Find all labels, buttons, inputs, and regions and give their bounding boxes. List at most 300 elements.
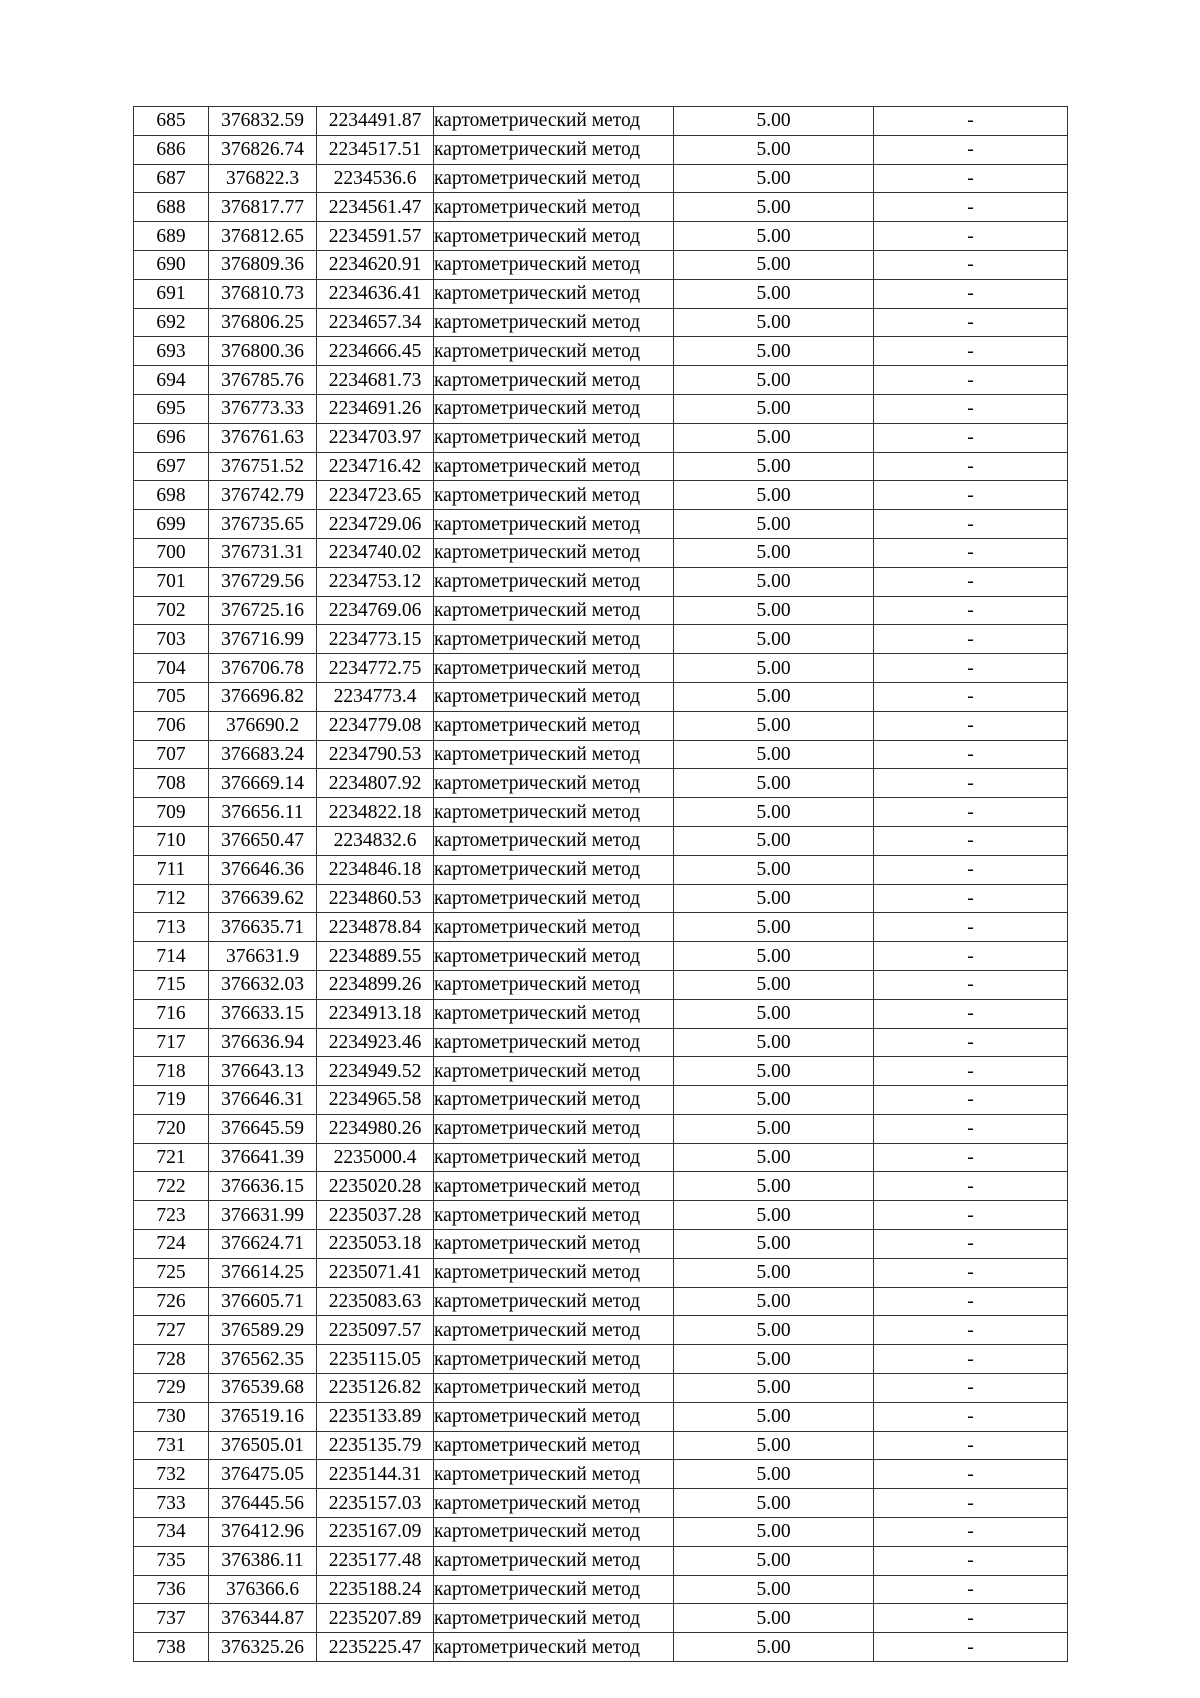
y-coordinate-cell: 2234703.97 [317,423,434,452]
note-cell: - [874,1230,1068,1259]
accuracy-cell: 5.00 [674,1201,874,1230]
point-number-cell: 700 [134,538,209,567]
x-coordinate-cell: 376643.13 [209,1057,317,1086]
y-coordinate-cell: 2235000.4 [317,1143,434,1172]
x-coordinate-cell: 376562.35 [209,1345,317,1374]
table-row [134,1489,1068,1518]
point-number-cell: 687 [134,164,209,193]
note-cell: - [874,1374,1068,1403]
note-cell: - [874,596,1068,625]
x-coordinate-cell: 376735.65 [209,510,317,539]
note-cell: - [874,798,1068,827]
point-number-cell: 718 [134,1057,209,1086]
accuracy-cell: 5.00 [674,567,874,596]
accuracy-cell: 5.00 [674,1230,874,1259]
table-row [134,1201,1068,1230]
table-row [134,625,1068,654]
note-cell: - [874,970,1068,999]
table-row [134,1604,1068,1633]
y-coordinate-cell: 2235037.28 [317,1201,434,1230]
y-coordinate-cell: 2235133.89 [317,1402,434,1431]
point-number-cell: 694 [134,366,209,395]
table-row [134,1374,1068,1403]
note-cell: - [874,481,1068,510]
point-number-cell: 731 [134,1431,209,1460]
x-coordinate-cell: 376810.73 [209,279,317,308]
point-number-cell: 737 [134,1604,209,1633]
method-cell: картометрический метод [434,1489,674,1518]
y-coordinate-cell: 2234772.75 [317,654,434,683]
method-cell: картометрический метод [434,510,674,539]
table-row [134,1633,1068,1662]
accuracy-cell: 5.00 [674,769,874,798]
x-coordinate-cell: 376742.79 [209,481,317,510]
x-coordinate-cell: 376445.56 [209,1489,317,1518]
note-cell: - [874,625,1068,654]
x-coordinate-cell: 376366.6 [209,1575,317,1604]
x-coordinate-cell: 376812.65 [209,222,317,251]
y-coordinate-cell: 2235157.03 [317,1489,434,1518]
table-row [134,1230,1068,1259]
y-coordinate-cell: 2234980.26 [317,1114,434,1143]
coordinates-table [133,106,1068,1662]
accuracy-cell: 5.00 [674,1633,874,1662]
accuracy-cell: 5.00 [674,1489,874,1518]
x-coordinate-cell: 376826.74 [209,135,317,164]
point-number-cell: 702 [134,596,209,625]
note-cell: - [874,567,1068,596]
note-cell: - [874,337,1068,366]
x-coordinate-cell: 376344.87 [209,1604,317,1633]
note-cell: - [874,1316,1068,1345]
y-coordinate-cell: 2234860.53 [317,884,434,913]
x-coordinate-cell: 376832.59 [209,107,317,136]
y-coordinate-cell: 2235097.57 [317,1316,434,1345]
y-coordinate-cell: 2234620.91 [317,250,434,279]
method-cell: картометрический метод [434,1575,674,1604]
note-cell: - [874,1028,1068,1057]
x-coordinate-cell: 376683.24 [209,740,317,769]
x-coordinate-cell: 376725.16 [209,596,317,625]
table-row [134,107,1068,136]
point-number-cell: 738 [134,1633,209,1662]
x-coordinate-cell: 376716.99 [209,625,317,654]
point-number-cell: 685 [134,107,209,136]
x-coordinate-cell: 376809.36 [209,250,317,279]
point-number-cell: 735 [134,1546,209,1575]
accuracy-cell: 5.00 [674,1028,874,1057]
method-cell: картометрический метод [434,1201,674,1230]
method-cell: картометрический метод [434,1633,674,1662]
table-row [134,164,1068,193]
point-number-cell: 695 [134,394,209,423]
x-coordinate-cell: 376656.11 [209,798,317,827]
point-number-cell: 713 [134,913,209,942]
accuracy-cell: 5.00 [674,596,874,625]
table-row [134,913,1068,942]
accuracy-cell: 5.00 [674,164,874,193]
y-coordinate-cell: 2235115.05 [317,1345,434,1374]
accuracy-cell: 5.00 [674,222,874,251]
table-row [134,1086,1068,1115]
y-coordinate-cell: 2234657.34 [317,308,434,337]
accuracy-cell: 5.00 [674,1172,874,1201]
note-cell: - [874,135,1068,164]
x-coordinate-cell: 376731.31 [209,538,317,567]
y-coordinate-cell: 2234561.47 [317,193,434,222]
accuracy-cell: 5.00 [674,855,874,884]
accuracy-cell: 5.00 [674,423,874,452]
note-cell: - [874,222,1068,251]
method-cell: картометрический метод [434,481,674,510]
note-cell: - [874,654,1068,683]
x-coordinate-cell: 376631.99 [209,1201,317,1230]
table-row [134,423,1068,452]
method-cell: картометрический метод [434,682,674,711]
note-cell: - [874,913,1068,942]
x-coordinate-cell: 376806.25 [209,308,317,337]
y-coordinate-cell: 2234889.55 [317,942,434,971]
point-number-cell: 710 [134,826,209,855]
point-number-cell: 698 [134,481,209,510]
note-cell: - [874,1604,1068,1633]
method-cell: картометрический метод [434,1518,674,1547]
point-number-cell: 711 [134,855,209,884]
y-coordinate-cell: 2234779.08 [317,711,434,740]
y-coordinate-cell: 2235188.24 [317,1575,434,1604]
note-cell: - [874,1460,1068,1489]
note-cell: - [874,1431,1068,1460]
accuracy-cell: 5.00 [674,1575,874,1604]
method-cell: картометрический метод [434,308,674,337]
accuracy-cell: 5.00 [674,452,874,481]
method-cell: картометрический метод [434,884,674,913]
accuracy-cell: 5.00 [674,711,874,740]
y-coordinate-cell: 2235207.89 [317,1604,434,1633]
method-cell: картометрический метод [434,366,674,395]
y-coordinate-cell: 2234591.57 [317,222,434,251]
table-row [134,884,1068,913]
note-cell: - [874,740,1068,769]
point-number-cell: 722 [134,1172,209,1201]
table-row [134,135,1068,164]
y-coordinate-cell: 2235167.09 [317,1518,434,1547]
accuracy-cell: 5.00 [674,1460,874,1489]
table-row [134,1431,1068,1460]
note-cell: - [874,308,1068,337]
y-coordinate-cell: 2234536.6 [317,164,434,193]
x-coordinate-cell: 376505.01 [209,1431,317,1460]
x-coordinate-cell: 376475.05 [209,1460,317,1489]
x-coordinate-cell: 376646.36 [209,855,317,884]
method-cell: картометрический метод [434,855,674,884]
point-number-cell: 692 [134,308,209,337]
accuracy-cell: 5.00 [674,538,874,567]
x-coordinate-cell: 376614.25 [209,1258,317,1287]
method-cell: картометрический метод [434,193,674,222]
point-number-cell: 688 [134,193,209,222]
point-number-cell: 717 [134,1028,209,1057]
note-cell: - [874,1086,1068,1115]
accuracy-cell: 5.00 [674,1086,874,1115]
method-cell: картометрический метод [434,567,674,596]
table-row [134,999,1068,1028]
x-coordinate-cell: 376817.77 [209,193,317,222]
table-row [134,1345,1068,1374]
x-coordinate-cell: 376539.68 [209,1374,317,1403]
y-coordinate-cell: 2234636.41 [317,279,434,308]
note-cell: - [874,1518,1068,1547]
accuracy-cell: 5.00 [674,1143,874,1172]
table-row [134,970,1068,999]
method-cell: картометрический метод [434,250,674,279]
accuracy-cell: 5.00 [674,913,874,942]
point-number-cell: 730 [134,1402,209,1431]
y-coordinate-cell: 2234773.15 [317,625,434,654]
note-cell: - [874,1633,1068,1662]
y-coordinate-cell: 2234491.87 [317,107,434,136]
table-row [134,1316,1068,1345]
accuracy-cell: 5.00 [674,1287,874,1316]
table-row [134,798,1068,827]
point-number-cell: 724 [134,1230,209,1259]
point-number-cell: 733 [134,1489,209,1518]
note-cell: - [874,826,1068,855]
accuracy-cell: 5.00 [674,1431,874,1460]
x-coordinate-cell: 376650.47 [209,826,317,855]
y-coordinate-cell: 2235071.41 [317,1258,434,1287]
x-coordinate-cell: 376822.3 [209,164,317,193]
table-row [134,1028,1068,1057]
note-cell: - [874,682,1068,711]
y-coordinate-cell: 2235020.28 [317,1172,434,1201]
table-row [134,1258,1068,1287]
note-cell: - [874,452,1068,481]
point-number-cell: 703 [134,625,209,654]
accuracy-cell: 5.00 [674,481,874,510]
accuracy-cell: 5.00 [674,250,874,279]
point-number-cell: 716 [134,999,209,1028]
method-cell: картометрический метод [434,711,674,740]
x-coordinate-cell: 376641.39 [209,1143,317,1172]
point-number-cell: 719 [134,1086,209,1115]
table-row [134,510,1068,539]
note-cell: - [874,164,1068,193]
point-number-cell: 697 [134,452,209,481]
y-coordinate-cell: 2234517.51 [317,135,434,164]
method-cell: картометрический метод [434,538,674,567]
y-coordinate-cell: 2235053.18 [317,1230,434,1259]
method-cell: картометрический метод [434,337,674,366]
accuracy-cell: 5.00 [674,1114,874,1143]
accuracy-cell: 5.00 [674,279,874,308]
y-coordinate-cell: 2235177.48 [317,1546,434,1575]
document-page [133,106,1068,1662]
note-cell: - [874,1258,1068,1287]
point-number-cell: 699 [134,510,209,539]
point-number-cell: 715 [134,970,209,999]
y-coordinate-cell: 2234965.58 [317,1086,434,1115]
y-coordinate-cell: 2234773.4 [317,682,434,711]
method-cell: картометрический метод [434,625,674,654]
y-coordinate-cell: 2235126.82 [317,1374,434,1403]
note-cell: - [874,711,1068,740]
method-cell: картометрический метод [434,913,674,942]
method-cell: картометрический метод [434,1460,674,1489]
table-row [134,596,1068,625]
table-row [134,538,1068,567]
table-row [134,1143,1068,1172]
method-cell: картометрический метод [434,1546,674,1575]
method-cell: картометрический метод [434,1114,674,1143]
method-cell: картометрический метод [434,394,674,423]
method-cell: картометрический метод [434,1230,674,1259]
y-coordinate-cell: 2234913.18 [317,999,434,1028]
note-cell: - [874,1172,1068,1201]
x-coordinate-cell: 376639.62 [209,884,317,913]
method-cell: картометрический метод [434,1172,674,1201]
x-coordinate-cell: 376645.59 [209,1114,317,1143]
point-number-cell: 693 [134,337,209,366]
accuracy-cell: 5.00 [674,193,874,222]
table-row [134,1287,1068,1316]
x-coordinate-cell: 376605.71 [209,1287,317,1316]
y-coordinate-cell: 2234716.42 [317,452,434,481]
x-coordinate-cell: 376633.15 [209,999,317,1028]
method-cell: картометрический метод [434,1402,674,1431]
note-cell: - [874,510,1068,539]
y-coordinate-cell: 2234949.52 [317,1057,434,1086]
method-cell: картометрический метод [434,164,674,193]
x-coordinate-cell: 376386.11 [209,1546,317,1575]
note-cell: - [874,193,1068,222]
method-cell: картометрический метод [434,1374,674,1403]
point-number-cell: 704 [134,654,209,683]
accuracy-cell: 5.00 [674,1345,874,1374]
accuracy-cell: 5.00 [674,942,874,971]
table-row [134,682,1068,711]
table-row [134,193,1068,222]
method-cell: картометрический метод [434,423,674,452]
point-number-cell: 690 [134,250,209,279]
method-cell: картометрический метод [434,1057,674,1086]
method-cell: картометрический метод [434,798,674,827]
point-number-cell: 707 [134,740,209,769]
y-coordinate-cell: 2234681.73 [317,366,434,395]
accuracy-cell: 5.00 [674,1604,874,1633]
x-coordinate-cell: 376325.26 [209,1633,317,1662]
method-cell: картометрический метод [434,1345,674,1374]
table-row [134,308,1068,337]
table-row [134,250,1068,279]
point-number-cell: 706 [134,711,209,740]
accuracy-cell: 5.00 [674,1402,874,1431]
method-cell: картометрический метод [434,1431,674,1460]
x-coordinate-cell: 376624.71 [209,1230,317,1259]
x-coordinate-cell: 376519.16 [209,1402,317,1431]
note-cell: - [874,279,1068,308]
table-row [134,452,1068,481]
method-cell: картометрический метод [434,107,674,136]
x-coordinate-cell: 376589.29 [209,1316,317,1345]
accuracy-cell: 5.00 [674,970,874,999]
method-cell: картометрический метод [434,1143,674,1172]
point-number-cell: 725 [134,1258,209,1287]
y-coordinate-cell: 2234846.18 [317,855,434,884]
point-number-cell: 726 [134,1287,209,1316]
accuracy-cell: 5.00 [674,337,874,366]
table-row [134,394,1068,423]
point-number-cell: 727 [134,1316,209,1345]
table-row [134,567,1068,596]
y-coordinate-cell: 2234822.18 [317,798,434,827]
note-cell: - [874,1546,1068,1575]
x-coordinate-cell: 376696.82 [209,682,317,711]
accuracy-cell: 5.00 [674,394,874,423]
table-row [134,1172,1068,1201]
y-coordinate-cell: 2234740.02 [317,538,434,567]
note-cell: - [874,1489,1068,1518]
y-coordinate-cell: 2234878.84 [317,913,434,942]
note-cell: - [874,855,1068,884]
point-number-cell: 696 [134,423,209,452]
y-coordinate-cell: 2234832.6 [317,826,434,855]
point-number-cell: 691 [134,279,209,308]
note-cell: - [874,999,1068,1028]
note-cell: - [874,423,1068,452]
x-coordinate-cell: 376636.15 [209,1172,317,1201]
point-number-cell: 712 [134,884,209,913]
method-cell: картометрический метод [434,452,674,481]
point-number-cell: 728 [134,1345,209,1374]
accuracy-cell: 5.00 [674,135,874,164]
table-row [134,222,1068,251]
table-row [134,1114,1068,1143]
x-coordinate-cell: 376729.56 [209,567,317,596]
point-number-cell: 732 [134,1460,209,1489]
note-cell: - [874,1143,1068,1172]
table-row [134,337,1068,366]
method-cell: картометрический метод [434,826,674,855]
table-row [134,1057,1068,1086]
note-cell: - [874,769,1068,798]
table-row [134,942,1068,971]
table-row [134,1402,1068,1431]
table-row [134,1575,1068,1604]
note-cell: - [874,1345,1068,1374]
x-coordinate-cell: 376669.14 [209,769,317,798]
accuracy-cell: 5.00 [674,1258,874,1287]
point-number-cell: 686 [134,135,209,164]
x-coordinate-cell: 376785.76 [209,366,317,395]
note-cell: - [874,538,1068,567]
y-coordinate-cell: 2234807.92 [317,769,434,798]
point-number-cell: 721 [134,1143,209,1172]
y-coordinate-cell: 2235135.79 [317,1431,434,1460]
y-coordinate-cell: 2234899.26 [317,970,434,999]
y-coordinate-cell: 2234753.12 [317,567,434,596]
accuracy-cell: 5.00 [674,682,874,711]
note-cell: - [874,250,1068,279]
note-cell: - [874,1201,1068,1230]
accuracy-cell: 5.00 [674,884,874,913]
x-coordinate-cell: 376635.71 [209,913,317,942]
point-number-cell: 701 [134,567,209,596]
method-cell: картометрический метод [434,1028,674,1057]
accuracy-cell: 5.00 [674,1518,874,1547]
x-coordinate-cell: 376636.94 [209,1028,317,1057]
x-coordinate-cell: 376800.36 [209,337,317,366]
